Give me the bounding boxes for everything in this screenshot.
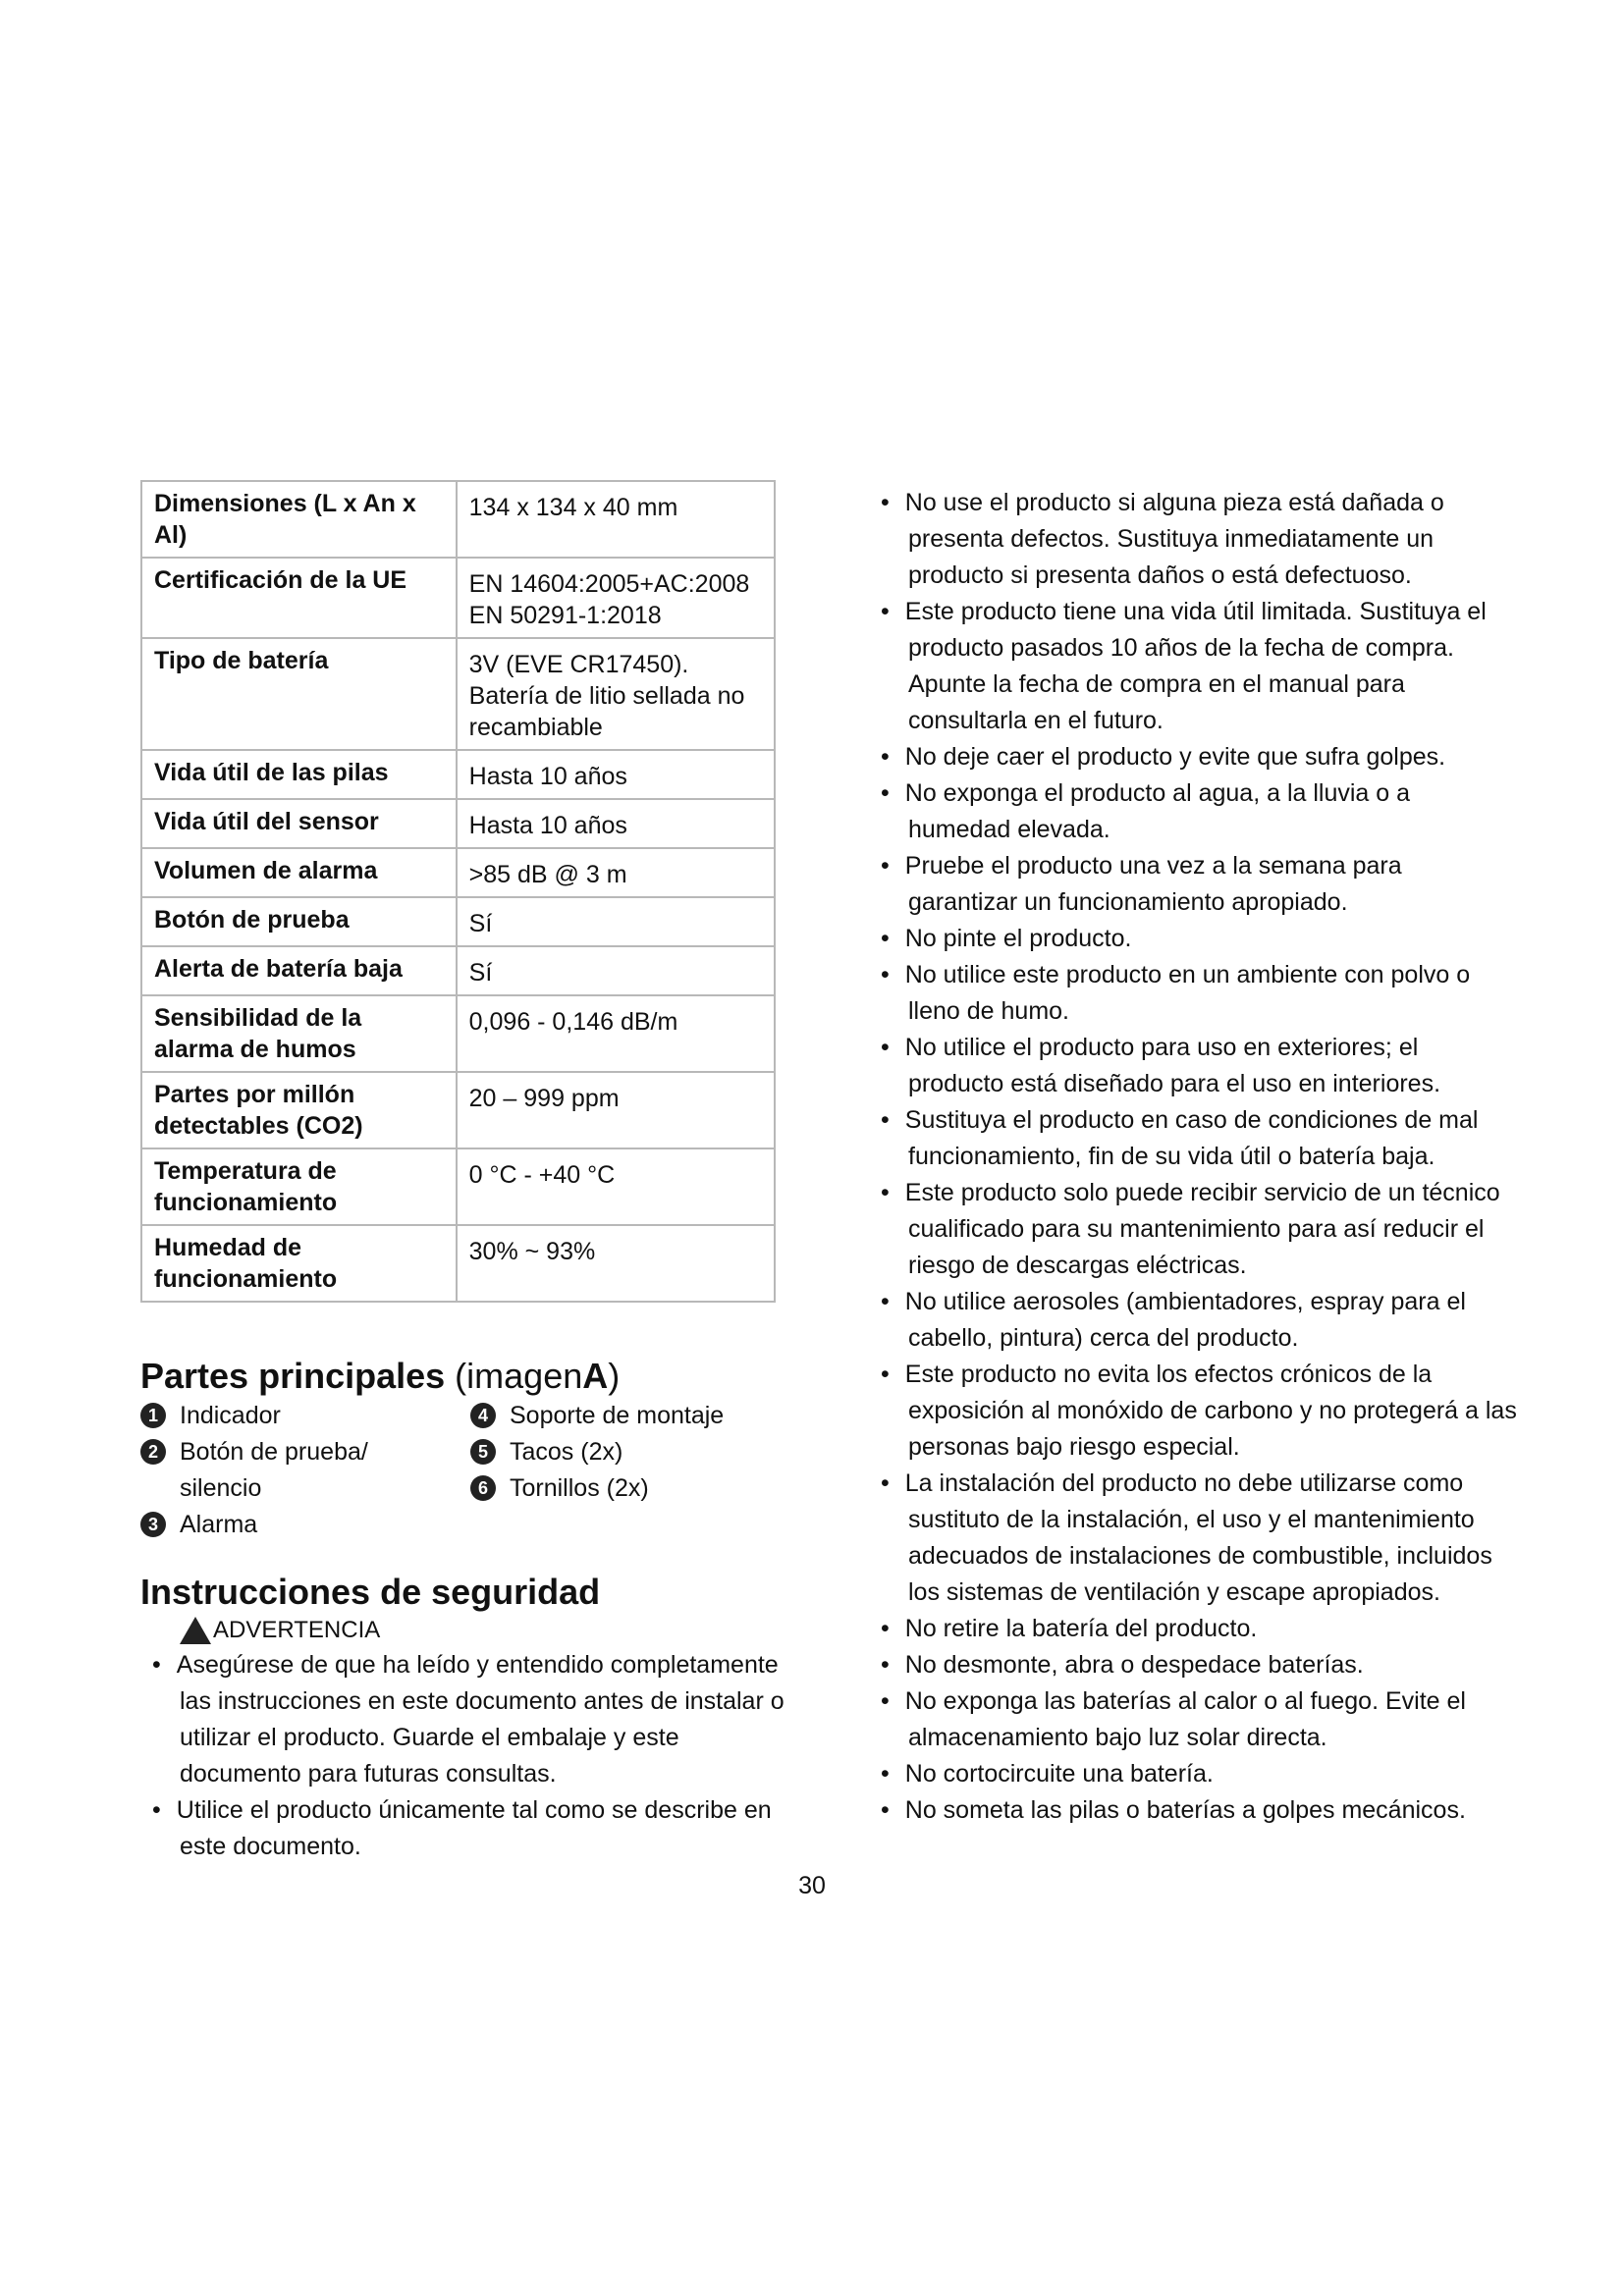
spec-label: [141, 897, 457, 946]
part-item: [140, 1507, 406, 1543]
part-item: [140, 1398, 406, 1434]
spec-label-text: Temperatura de funcionamiento: [154, 1157, 338, 1216]
spec-row: [141, 946, 775, 995]
part-number-badge: 1: [140, 1403, 166, 1428]
spec-value: 30% ~ 93%: [457, 1225, 775, 1302]
spec-value: Sí: [457, 897, 775, 946]
spec-row: [141, 897, 775, 946]
spec-row: [141, 995, 775, 1072]
safety-item: • La instalación del producto no debe utilizarse como sustituto de la instalación, el uso y el mantenimiento adecuados de instalaciones de combustible, incluidos los sistemas de ventilación y escape apropiados.: [869, 1466, 1517, 1611]
spec-row: [141, 638, 775, 750]
spec-label-text: Dimensiones (L x An x Al): [154, 490, 416, 549]
spec-row: [141, 799, 775, 848]
spec-row: [141, 1148, 775, 1225]
spec-row: [141, 848, 775, 897]
spec-label: [141, 481, 457, 558]
safety-list-left: [140, 1647, 788, 1865]
spec-label: [141, 799, 457, 848]
spec-label: [141, 750, 457, 799]
safety-item: • No pinte el producto.: [869, 921, 1517, 957]
spec-label-text: Certificación de la UE: [154, 566, 407, 594]
parts-heading: [140, 1355, 788, 1398]
safety-item: • No exponga las baterías al calor o al fuego. Evite el almacenamiento bajo luz solar directa.: [869, 1683, 1517, 1756]
spec-label-text: Botón de prueba: [154, 906, 350, 934]
right-column: [869, 485, 1517, 1829]
spec-row: [141, 1225, 775, 1302]
part-label: Tornillos (2x): [510, 1474, 649, 1502]
parts-title: Partes principales: [140, 1356, 446, 1396]
part-number-badge: 5: [470, 1439, 496, 1465]
safety-list-right: [869, 485, 1517, 1829]
safety-item: • No someta las pilas o baterías a golpes mecánicos.: [869, 1792, 1517, 1829]
spec-label: [141, 638, 457, 750]
safety-item: • Este producto tiene una vida útil limitada. Sustituya el producto pasados 10 años de la fecha de compra. Apunte la fecha de compra en el manual para consultarla en el futuro.: [869, 594, 1517, 739]
spec-label-text: Partes por millón detectables (CO2): [154, 1081, 363, 1140]
warning-triangle-icon: [180, 1617, 211, 1644]
part-item: [470, 1470, 735, 1507]
part-item: [140, 1434, 386, 1507]
spec-label-text: Volumen de alarma: [154, 857, 378, 884]
spec-value: 20 – 999 ppm: [457, 1072, 775, 1148]
safety-item: • Utilice el producto únicamente tal como se describe en este documento.: [140, 1792, 788, 1865]
spec-label-text: Vida útil del sensor: [154, 808, 379, 835]
spec-row: [141, 750, 775, 799]
spec-label: [141, 1072, 457, 1148]
safety-item: • No cortocircuite una batería.: [869, 1756, 1517, 1792]
warning-text: ADVERTENCIA: [213, 1617, 381, 1643]
spec-label: [141, 558, 457, 638]
safety-item: • No utilice este producto en un ambiente con polvo o lleno de humo.: [869, 957, 1517, 1030]
safety-item: • Este producto no evita los efectos crónicos de la exposición al monóxido de carbono y no protegerá a las personas bajo riesgo especial.: [869, 1357, 1517, 1466]
spec-value: >85 dB @ 3 m: [457, 848, 775, 897]
spec-row: [141, 1072, 775, 1148]
safety-heading: Instrucciones de seguridad: [140, 1572, 601, 1612]
spec-label-text: Alerta de batería baja: [154, 955, 403, 983]
spec-row: [141, 481, 775, 558]
spec-label: [141, 946, 457, 995]
safety-item: • No retire la batería del producto.: [869, 1611, 1517, 1647]
specifications-table: [140, 480, 776, 1303]
safety-item: • Pruebe el producto una vez a la semana para garantizar un funcionamiento apropiado.: [869, 848, 1517, 921]
spec-value: 3V (EVE CR17450). Batería de litio sellada no recambiable: [457, 638, 775, 750]
safety-item: • No utilice el producto para uso en exteriores; el producto está diseñado para el uso en interiores.: [869, 1030, 1517, 1102]
part-label: Tacos (2x): [510, 1438, 623, 1466]
spec-label-text: Tipo de batería: [154, 647, 329, 674]
spec-label: [141, 848, 457, 897]
parts-title-close: ): [608, 1356, 621, 1396]
spec-label-text: Sensibilidad de la alarma de humos: [154, 1004, 362, 1063]
part-number-badge: 6: [470, 1475, 496, 1501]
spec-label-text: Vida útil de las pilas: [154, 759, 389, 786]
part-label: Botón de prueba/ silencio: [180, 1438, 368, 1502]
spec-value: Sí: [457, 946, 775, 995]
parts-title-light: (imagen: [455, 1356, 583, 1396]
part-number-badge: 4: [470, 1403, 496, 1428]
spec-label: [141, 1148, 457, 1225]
page-number: 30: [798, 1872, 826, 1899]
spec-value: Hasta 10 años: [457, 750, 775, 799]
spec-value: 134 x 134 x 40 mm: [457, 481, 775, 558]
part-label: Indicador: [180, 1402, 281, 1429]
parts-list: [140, 1398, 788, 1538]
spec-value: Hasta 10 años: [457, 799, 775, 848]
safety-item: • No desmonte, abra o despedace baterías.: [869, 1647, 1517, 1683]
spec-value: 0,096 - 0,146 dB/m: [457, 995, 775, 1072]
spec-value: 0 °C - +40 °C: [457, 1148, 775, 1225]
part-item: [470, 1398, 785, 1434]
safety-item: • No exponga el producto al agua, a la lluvia o a humedad elevada.: [869, 775, 1517, 848]
safety-item: • Asegúrese de que ha leído y entendido completamente las instrucciones en este documento antes de instalar o utilizar el producto. Guarde el embalaje y este documento para futuras consultas.: [140, 1647, 788, 1792]
safety-item: • Sustituya el producto en caso de condiciones de mal funcionamiento, fin de su vida útil o batería baja.: [869, 1102, 1517, 1175]
part-item: [470, 1434, 735, 1470]
spec-label: [141, 1225, 457, 1302]
part-number-badge: 3: [140, 1512, 166, 1537]
spec-label-text: Humedad de funcionamiento: [154, 1234, 338, 1293]
part-label: Alarma: [180, 1511, 258, 1538]
part-label: Soporte de montaje: [510, 1402, 725, 1429]
safety-item: • No utilice aerosoles (ambientadores, espray para el cabello, pintura) cerca del producto.: [869, 1284, 1517, 1357]
safety-item: • No use el producto si alguna pieza está dañada o presenta defectos. Sustituya inmediatamente un producto si presenta daños o está defectuoso.: [869, 485, 1517, 594]
spec-label: [141, 995, 457, 1072]
left-column: [140, 1355, 788, 1865]
safety-item: • Este producto solo puede recibir servicio de un técnico cualificado para su mantenimiento para así reducir el riesgo de descargas eléctricas.: [869, 1175, 1517, 1284]
spec-row: [141, 558, 775, 638]
warning-label: [180, 1614, 788, 1647]
part-number-badge: 2: [140, 1439, 166, 1465]
safety-item: • No deje caer el producto y evite que sufra golpes.: [869, 739, 1517, 775]
parts-image-ref: A: [582, 1356, 609, 1396]
spec-value: EN 14604:2005+AC:2008 EN 50291-1:2018: [457, 558, 775, 638]
